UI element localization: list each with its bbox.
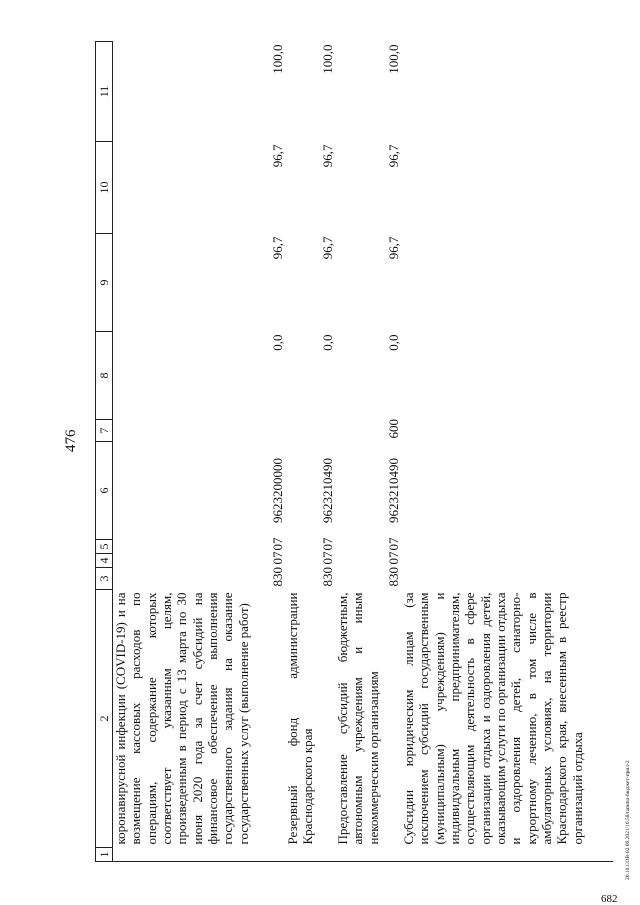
cell-expense-type: 600	[385, 419, 401, 439]
header-cell: 5	[96, 540, 113, 554]
cell-expense-type	[285, 420, 335, 442]
header-cell: 4	[96, 554, 113, 568]
table-row	[113, 42, 286, 862]
cell-value-11: 100,0	[385, 44, 401, 74]
cell-target-code: 9623210490	[385, 458, 401, 523]
row-name: Субсидии юридическим лицам (за исключением субсидий государственным (муниципальным) учреждениям) и индивидуальным предпринимателям, осуществляющим деятельность в сфере организации отдыха и оздоровления детей, оказывающим услуги по организации отдыха и оздоровления детей, санаторно-курортному лечению, в том числе в амбулаторных условиях, на территории Краснодарского края, внесенным в реестр организаций отдыха	[401, 592, 585, 845]
cell-expense-type	[401, 420, 613, 442]
cell-value-9: 96,7	[269, 236, 285, 260]
page-number: 476	[63, 429, 79, 452]
row-name: коронавирусной инфекции (COVID-19) и на возмещение кассовых расходов по операциям, содержание которых соответствует указанным целям, произведенным в период с 13 марта по 30 июня 2020 года за счет субсидий на финансовое обеспечение выполнения государственного задания на оказание государственных услуг (выполнение работ)	[113, 592, 251, 845]
cell-section: 07	[269, 551, 285, 565]
cell-subsection: 07	[319, 537, 335, 551]
cell-expense-type	[113, 420, 286, 442]
cell-value-9: 96,7	[385, 236, 401, 260]
cell-ministry: 830	[319, 567, 335, 587]
cell-target-code	[401, 442, 613, 540]
header-cell: 8	[96, 332, 113, 420]
budget-table-rotated	[95, 42, 595, 862]
table-row	[335, 42, 401, 862]
cell-ministry	[401, 568, 613, 590]
cell-section: 07	[319, 551, 335, 565]
cell-value-11: 100,0	[269, 44, 285, 74]
cell-value-10	[401, 142, 613, 234]
cell-target-code: 9623200000	[269, 458, 285, 523]
budget-table	[95, 41, 613, 862]
cell-value-10: 96,7	[385, 144, 401, 168]
header-cell: 9	[96, 234, 113, 332]
cell-subsection	[401, 540, 613, 554]
row-name: Резервный фонд администрации Краснодарского края	[285, 592, 316, 845]
header-cell: 7	[96, 420, 113, 442]
header-cell: 10	[96, 142, 113, 234]
cell-value-11	[401, 42, 613, 142]
cell-value-10: 96,7	[319, 144, 335, 168]
cell-value-10: 96,7	[269, 144, 285, 168]
cell-ministry: 830	[385, 567, 401, 587]
table-row	[285, 42, 335, 862]
cell-value-9: 96,7	[319, 236, 335, 260]
header-cell: 2	[96, 590, 113, 848]
column-number-header	[96, 42, 113, 862]
cell-value-8: 0,0	[269, 334, 285, 351]
cell-target-code: 9623210490	[319, 458, 335, 523]
header-cell: 11	[96, 42, 113, 142]
footer-code: 20.10.COB-02 06.2021/16.58/tamma-бюджет-прил-2	[625, 760, 631, 880]
cell-value-8	[401, 332, 613, 420]
corner-page-number: 682	[601, 893, 618, 905]
cell-value-9	[401, 234, 613, 332]
table-row	[401, 42, 613, 862]
header-cell: 1	[96, 848, 113, 862]
cell-subsection: 07	[385, 537, 401, 551]
cell-value-8: 0,0	[319, 334, 335, 351]
cell-ministry: 830	[269, 567, 285, 587]
cell-section: 07	[385, 551, 401, 565]
header-cell: 6	[96, 442, 113, 540]
header-cell: 3	[96, 568, 113, 590]
row-name: Предоставление субсидий бюджетным, автономным учреждениям и иным некоммерческим организациям	[335, 592, 381, 845]
cell-value-11: 100,0	[319, 44, 335, 74]
cell-section	[401, 554, 613, 568]
cell-value-8: 0,0	[385, 334, 401, 351]
cell-subsection: 07	[269, 537, 285, 551]
